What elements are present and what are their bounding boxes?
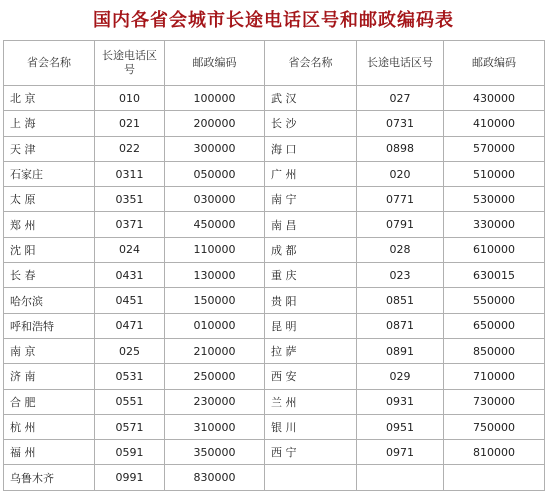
table-row — [4, 263, 545, 288]
left-area-code-cell: 0591 — [95, 440, 165, 465]
left-zip-code-cell: 350000 — [165, 440, 265, 465]
left-city-name-cell: 济 南 — [4, 364, 95, 389]
left-area-code-cell: 0311 — [95, 161, 165, 186]
right-area-code-cell: 020 — [357, 161, 444, 186]
left-city-name-cell: 乌鲁木齐 — [4, 465, 95, 490]
right-zip-code-cell: 630015 — [444, 263, 545, 288]
right-area-code-cell: 0931 — [357, 389, 444, 414]
right-area-code-cell: 0891 — [357, 338, 444, 363]
right-city-name-cell: 西 安 — [265, 364, 357, 389]
left-zip-code-cell: 300000 — [165, 136, 265, 161]
left-city-name-cell: 太 原 — [4, 187, 95, 212]
left-zip-code-cell: 310000 — [165, 414, 265, 439]
header-area-code-left: 长途电话区号 — [95, 41, 165, 86]
header-zip-left: 邮政编码 — [165, 41, 265, 86]
right-area-code-cell: 0791 — [357, 212, 444, 237]
left-city-name-cell: 上 海 — [4, 111, 95, 136]
table-row — [4, 364, 545, 389]
left-zip-code-cell: 130000 — [165, 263, 265, 288]
right-city-name-cell: 西 宁 — [265, 440, 357, 465]
right-city-name-cell: 银 川 — [265, 414, 357, 439]
table-row — [4, 465, 545, 490]
left-area-code-cell: 0431 — [95, 263, 165, 288]
left-city-name-cell: 南 京 — [4, 338, 95, 363]
right-area-code-cell: 0871 — [357, 313, 444, 338]
left-zip-code-cell: 210000 — [165, 338, 265, 363]
table-row — [4, 136, 545, 161]
right-area-code-cell: 0898 — [357, 136, 444, 161]
left-zip-code-cell: 250000 — [165, 364, 265, 389]
left-city-name-cell: 合 肥 — [4, 389, 95, 414]
right-area-code-cell: 0951 — [357, 414, 444, 439]
header-city-left: 省会名称 — [4, 41, 95, 86]
right-area-code-cell: 028 — [357, 237, 444, 262]
right-area-code-cell: 0771 — [357, 187, 444, 212]
left-city-name-cell: 福 州 — [4, 440, 95, 465]
header-area-code-right: 长途电话区号 — [357, 41, 444, 86]
right-city-name-cell: 广 州 — [265, 161, 357, 186]
right-city-name-cell: 重 庆 — [265, 263, 357, 288]
right-zip-code-cell: 710000 — [444, 364, 545, 389]
left-zip-code-cell: 200000 — [165, 111, 265, 136]
left-zip-code-cell: 450000 — [165, 212, 265, 237]
table-row — [4, 313, 545, 338]
left-zip-code-cell: 230000 — [165, 389, 265, 414]
table-row — [4, 161, 545, 186]
left-area-code-cell: 024 — [95, 237, 165, 262]
right-zip-code-cell: 330000 — [444, 212, 545, 237]
city-code-table — [3, 40, 545, 491]
left-city-name-cell: 石家庄 — [4, 161, 95, 186]
right-zip-code-cell — [444, 465, 545, 490]
right-zip-code-cell: 530000 — [444, 187, 545, 212]
left-zip-code-cell: 010000 — [165, 313, 265, 338]
right-zip-code-cell: 730000 — [444, 389, 545, 414]
left-area-code-cell: 010 — [95, 86, 165, 111]
left-area-code-cell: 0471 — [95, 313, 165, 338]
left-area-code-cell: 0371 — [95, 212, 165, 237]
right-zip-code-cell: 850000 — [444, 338, 545, 363]
table-row — [4, 187, 545, 212]
right-city-name-cell: 长 沙 — [265, 111, 357, 136]
right-area-code-cell: 027 — [357, 86, 444, 111]
right-city-name-cell — [265, 465, 357, 490]
table-row — [4, 288, 545, 313]
left-area-code-cell: 0551 — [95, 389, 165, 414]
right-city-name-cell: 海 口 — [265, 136, 357, 161]
left-zip-code-cell: 100000 — [165, 86, 265, 111]
left-area-code-cell: 0571 — [95, 414, 165, 439]
right-zip-code-cell: 550000 — [444, 288, 545, 313]
left-zip-code-cell: 830000 — [165, 465, 265, 490]
right-zip-code-cell: 810000 — [444, 440, 545, 465]
right-area-code-cell: 0731 — [357, 111, 444, 136]
table-body — [4, 86, 545, 491]
table-row — [4, 389, 545, 414]
left-area-code-cell: 021 — [95, 111, 165, 136]
header-row — [4, 41, 545, 86]
table-row — [4, 212, 545, 237]
right-city-name-cell: 成 都 — [265, 237, 357, 262]
left-city-name-cell: 杭 州 — [4, 414, 95, 439]
left-zip-code-cell: 030000 — [165, 187, 265, 212]
header-zip-right: 邮政编码 — [444, 41, 545, 86]
right-area-code-cell: 029 — [357, 364, 444, 389]
header-city-right: 省会名称 — [265, 41, 357, 86]
left-city-name-cell: 天 津 — [4, 136, 95, 161]
right-city-name-cell: 南 宁 — [265, 187, 357, 212]
left-area-code-cell: 025 — [95, 338, 165, 363]
right-area-code-cell: 0851 — [357, 288, 444, 313]
left-city-name-cell: 北 京 — [4, 86, 95, 111]
left-city-name-cell: 郑 州 — [4, 212, 95, 237]
left-city-name-cell: 哈尔滨 — [4, 288, 95, 313]
right-zip-code-cell: 650000 — [444, 313, 545, 338]
table-row — [4, 237, 545, 262]
right-city-name-cell: 昆 明 — [265, 313, 357, 338]
right-zip-code-cell: 570000 — [444, 136, 545, 161]
left-zip-code-cell: 050000 — [165, 161, 265, 186]
left-area-code-cell: 0451 — [95, 288, 165, 313]
table-row — [4, 338, 545, 363]
left-area-code-cell: 022 — [95, 136, 165, 161]
table-row — [4, 440, 545, 465]
table-row — [4, 414, 545, 439]
right-city-name-cell: 武 汉 — [265, 86, 357, 111]
right-zip-code-cell: 410000 — [444, 111, 545, 136]
left-area-code-cell: 0351 — [95, 187, 165, 212]
right-zip-code-cell: 430000 — [444, 86, 545, 111]
table-row — [4, 111, 545, 136]
left-city-name-cell: 沈 阳 — [4, 237, 95, 262]
table-row — [4, 86, 545, 111]
right-zip-code-cell: 610000 — [444, 237, 545, 262]
right-area-code-cell — [357, 465, 444, 490]
right-zip-code-cell: 750000 — [444, 414, 545, 439]
right-zip-code-cell: 510000 — [444, 161, 545, 186]
right-city-name-cell: 兰 州 — [265, 389, 357, 414]
right-city-name-cell: 拉 萨 — [265, 338, 357, 363]
right-city-name-cell: 南 昌 — [265, 212, 357, 237]
left-area-code-cell: 0531 — [95, 364, 165, 389]
right-area-code-cell: 0971 — [357, 440, 444, 465]
left-area-code-cell: 0991 — [95, 465, 165, 490]
left-city-name-cell: 呼和浩特 — [4, 313, 95, 338]
right-city-name-cell: 贵 阳 — [265, 288, 357, 313]
page-title: 国内各省会城市长途电话区号和邮政编码表 — [93, 10, 454, 31]
left-zip-code-cell: 150000 — [165, 288, 265, 313]
left-city-name-cell: 长 春 — [4, 263, 95, 288]
left-zip-code-cell: 110000 — [165, 237, 265, 262]
right-area-code-cell: 023 — [357, 263, 444, 288]
